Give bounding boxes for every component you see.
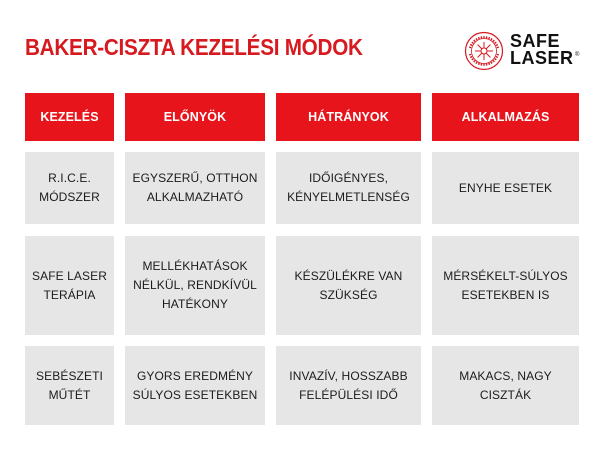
logo-wordmark [510, 33, 574, 67]
table-cell-treatment: SAFE LASER TERÁPIA [25, 236, 114, 335]
table-cell-advantages: GYORS EREDMÉNY SÚLYOS ESETEKBEN [125, 346, 265, 425]
logo-line-safe: SAFE [510, 31, 561, 51]
table-cell-application: MÉRSÉKELT-SÚLYOS ESETEKBEN IS [432, 236, 579, 335]
certified-medical-laser-seal-icon [464, 31, 504, 71]
logo-line-laser: LASER [510, 48, 574, 68]
header-elonyok: ELŐNYÖK [125, 93, 265, 141]
page-title: BAKER-CISZTA KEZELÉSI MÓDOK [25, 34, 363, 60]
table-cell-disadvantages: KÉSZÜLÉKRE VAN SZÜKSÉG [276, 236, 421, 335]
table-cell-advantages: EGYSZERŰ, OTTHON ALKALMAZHATÓ [125, 152, 265, 224]
table-cell-advantages: MELLÉKHATÁSOK NÉLKÜL, RENDKÍVÜL HATÉKONY [125, 236, 265, 335]
header-kezeles: KEZELÉS [25, 93, 114, 141]
table-cell-disadvantages: IDŐIGÉNYES, KÉNYELMETLENSÉG [276, 152, 421, 224]
table-cell-disadvantages: INVAZÍV, HOSSZABB FELÉPÜLÉSI IDŐ [276, 346, 421, 425]
registered-mark: ® [575, 52, 580, 58]
table-cell-treatment: R.I.C.E. MÓDSZER [25, 152, 114, 224]
table-cell-treatment: SEBÉSZETI MŰTÉT [25, 346, 114, 425]
header-hatranyok: HÁTRÁNYOK [276, 93, 421, 141]
table-cell-application: MAKACS, NAGY CISZTÁK [432, 346, 579, 425]
table-cell-application: ENYHE ESETEK [432, 152, 579, 224]
safe-laser-logo [464, 30, 584, 74]
header-alkalmazas: ALKALMAZÁS [432, 93, 579, 141]
